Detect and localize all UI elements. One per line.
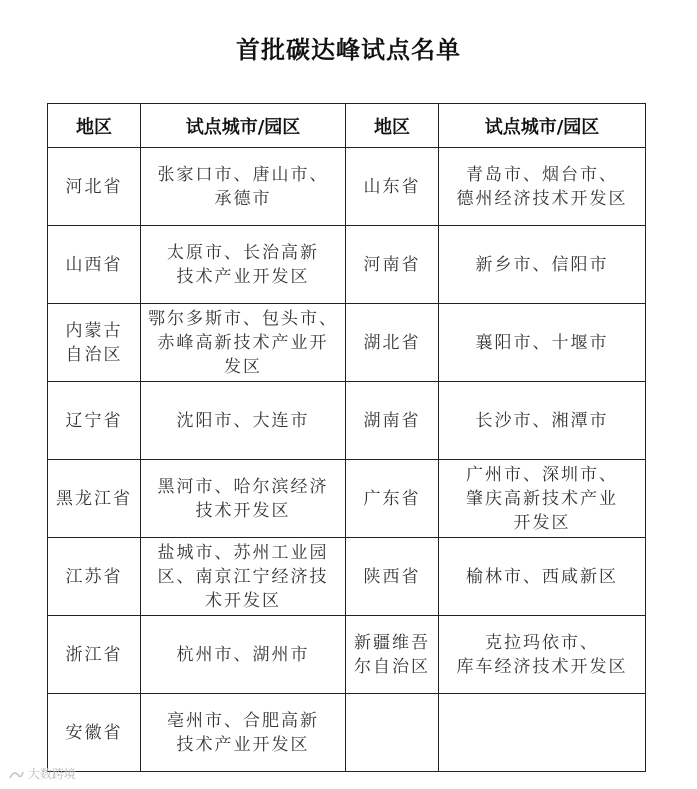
cities-text: 赤峰高新技术产业开 <box>157 332 329 353</box>
cities-text: 沈阳市、大连市 <box>176 410 310 431</box>
region-text: 陕西省 <box>363 566 421 587</box>
region-cell <box>346 304 439 382</box>
region-text: 江苏省 <box>65 566 123 587</box>
region-text: 广东省 <box>363 488 421 509</box>
header-region-right: 地区 <box>346 104 439 148</box>
region-cell <box>48 694 141 772</box>
pilot-list-table <box>47 103 646 772</box>
table-row <box>48 304 646 382</box>
region-text: 黑龙江省 <box>56 488 132 509</box>
table-row <box>48 460 646 538</box>
cities-text: 黑河市、哈尔滨经济 <box>157 476 329 497</box>
region-cell <box>48 382 141 460</box>
table-header-row <box>48 104 646 148</box>
region-cell <box>346 382 439 460</box>
cities-text: 鄂尔多斯市、包头市、 <box>148 308 338 329</box>
table-row <box>48 226 646 304</box>
cities-cell <box>141 616 346 694</box>
cities-text: 发区 <box>224 356 262 377</box>
cities-text: 技术开发区 <box>195 500 291 521</box>
cities-text: 榆林市、西咸新区 <box>466 566 618 587</box>
region-text: 新疆维吾 <box>354 632 430 653</box>
cities-cell <box>141 226 346 304</box>
region-cell <box>48 616 141 694</box>
cities-cell <box>439 226 646 304</box>
page-title: 首批碳达峰试点名单 <box>236 35 461 64</box>
cities-cell <box>439 538 646 616</box>
cities-cell <box>439 616 646 694</box>
cities-cell <box>141 304 346 382</box>
cities-text: 广州市、深圳市、 <box>466 464 618 485</box>
cities-text: 区、南京江宁经济技 <box>157 566 329 587</box>
region-cell <box>48 148 141 226</box>
region-cell <box>346 616 439 694</box>
region-cell <box>346 226 439 304</box>
region-text: 山西省 <box>65 254 123 275</box>
region-text: 尔自治区 <box>354 656 430 677</box>
cities-text: 青岛市、烟台市、 <box>466 164 618 185</box>
region-cell <box>346 148 439 226</box>
cities-cell <box>439 460 646 538</box>
header-cities-right: 试点城市/园区 <box>439 104 646 148</box>
cities-text: 盐城市、苏州工业园 <box>157 542 329 563</box>
region-text: 河南省 <box>363 254 421 275</box>
header-cities-left: 试点城市/园区 <box>141 104 346 148</box>
region-text: 湖南省 <box>363 410 421 431</box>
table-row <box>48 616 646 694</box>
watermark-text: 大数跨境 <box>27 767 76 781</box>
cities-cell <box>141 148 346 226</box>
region-cell <box>346 538 439 616</box>
region-cell <box>346 694 439 772</box>
table-body <box>48 148 646 772</box>
header-region-left: 地区 <box>48 104 141 148</box>
table-row <box>48 538 646 616</box>
cities-cell <box>439 304 646 382</box>
region-text: 辽宁省 <box>65 410 123 431</box>
cities-cell <box>439 148 646 226</box>
region-text: 自治区 <box>65 344 123 365</box>
cities-text: 新乡市、信阳市 <box>475 254 609 275</box>
cities-text: 克拉玛依市、 <box>485 632 599 653</box>
table-row <box>48 382 646 460</box>
watermark <box>8 765 76 782</box>
region-text: 河北省 <box>65 176 123 197</box>
cities-cell <box>141 382 346 460</box>
cities-cell <box>439 694 646 772</box>
cities-text: 张家口市、唐山市、 <box>157 164 329 185</box>
region-text: 山东省 <box>363 176 421 197</box>
cities-text: 库车经济技术开发区 <box>456 656 628 677</box>
region-text: 内蒙古 <box>65 320 123 341</box>
cities-text: 亳州市、合肥高新 <box>167 710 319 731</box>
cities-cell <box>439 382 646 460</box>
cities-cell <box>141 538 346 616</box>
region-text: 湖北省 <box>363 332 421 353</box>
cities-text: 杭州市、湖州市 <box>176 644 310 665</box>
cities-text: 承德市 <box>214 188 272 209</box>
table-row <box>48 694 646 772</box>
cities-cell <box>141 460 346 538</box>
watermark-logo-icon <box>8 769 24 781</box>
cities-text: 德州经济技术开发区 <box>456 188 628 209</box>
region-text: 安徽省 <box>65 722 123 743</box>
region-cell <box>346 460 439 538</box>
cities-text: 肇庆高新技术产业 <box>466 488 618 509</box>
cities-text: 襄阳市、十堰市 <box>475 332 609 353</box>
region-cell <box>48 538 141 616</box>
region-cell <box>48 304 141 382</box>
cities-text: 开发区 <box>513 512 571 533</box>
region-cell <box>48 460 141 538</box>
table-row <box>48 148 646 226</box>
region-cell <box>48 226 141 304</box>
cities-cell <box>141 694 346 772</box>
region-text: 浙江省 <box>65 644 123 665</box>
cities-text: 术开发区 <box>205 590 281 611</box>
cities-text: 长沙市、湘潭市 <box>475 410 609 431</box>
cities-text: 技术产业开发区 <box>176 266 310 287</box>
cities-text: 技术产业开发区 <box>176 734 310 755</box>
cities-text: 太原市、长治高新 <box>167 242 319 263</box>
